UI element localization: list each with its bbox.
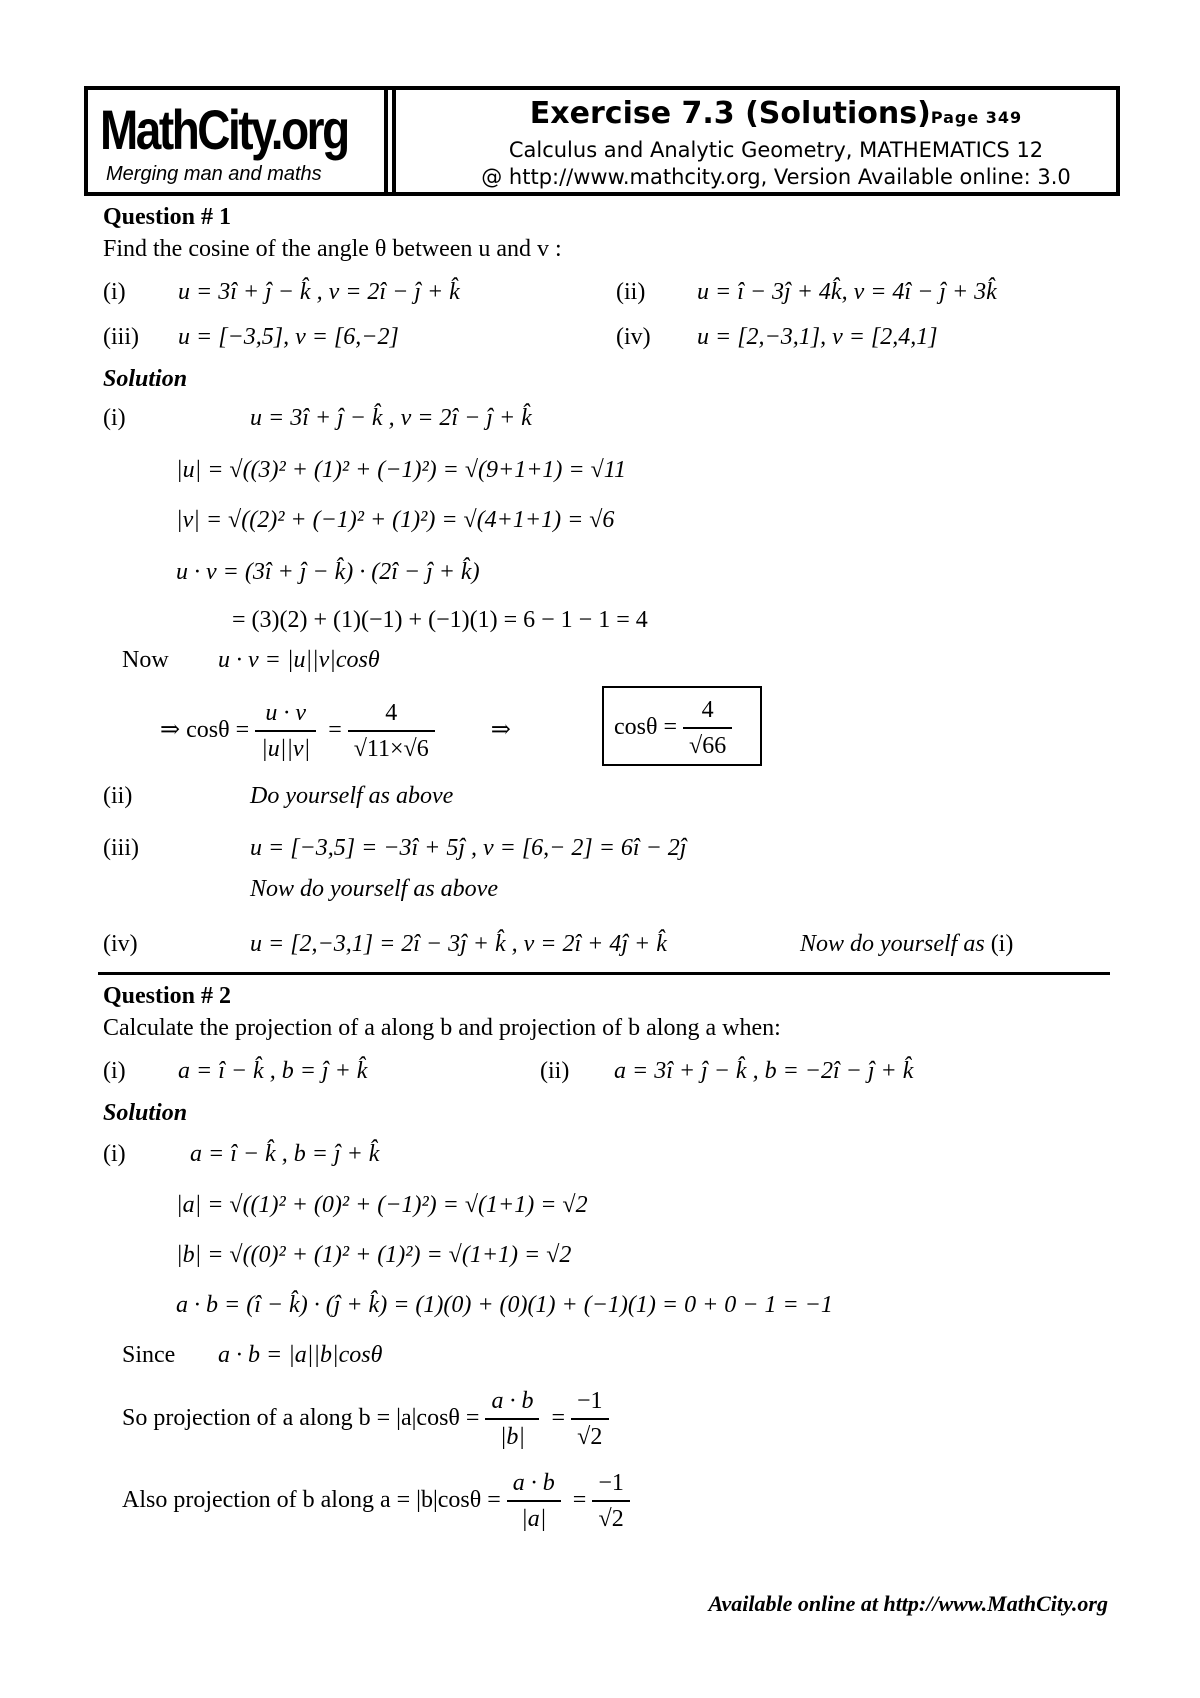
q2-proj-a-frac xyxy=(485,1384,539,1454)
q1-solution-heading: Solution xyxy=(103,366,188,392)
q1-sol-iv-expr: u = [2,−3,1] = 2î − 3ĵ + k̂ , v = 2î + 4ĵ + k̂ xyxy=(250,931,667,957)
q1-heading: Question # 1 xyxy=(103,204,232,230)
q1-part-i-expr: u = 3î + ĵ − k̂ , v = 2î − ĵ + k̂ xyxy=(178,279,460,305)
q2-proj-a-line xyxy=(122,1378,609,1458)
q1-cos-frac1 xyxy=(255,696,316,766)
q1-part-ii-label: (ii) xyxy=(616,279,646,305)
q2-proj-a-val-den: √2 xyxy=(577,1424,603,1451)
q1-part-i-label: (i) xyxy=(103,279,126,305)
q2-proj-b-val-den: √2 xyxy=(598,1506,624,1533)
q1-cos-frac2-den: √11×√6 xyxy=(353,736,429,763)
q1-cos-frac2 xyxy=(348,696,435,766)
q2-since-expr: a · b = |a||b|cosθ xyxy=(218,1342,383,1368)
q1-cos-frac1-num: u · v xyxy=(255,696,316,732)
q2-proj-b-text: Also projection of b along a = |b|cosθ = xyxy=(122,1487,501,1513)
q1-boxed-num: 4 xyxy=(683,693,732,729)
header-info xyxy=(392,90,1116,192)
q1-part-iv-expr: u = [2,−3,1], v = [2,4,1] xyxy=(697,324,938,350)
q2-part-ii-label: (ii) xyxy=(540,1058,570,1084)
q2-mag-b: |b| = √((0)² + (1)² + (1)²) = √(1+1) = √2 xyxy=(176,1242,572,1268)
q1-sol-i-label: (i) xyxy=(103,405,126,431)
q1-prompt: Find the cosine of the angle θ between u and v : xyxy=(103,236,562,262)
q2-part-ii-expr: a = 3î + ĵ − k̂ , b = −2î − ĵ + k̂ xyxy=(614,1058,914,1084)
q2-proj-b-num: a · b xyxy=(507,1466,561,1502)
q1-sol-iii-expr: u = [−3,5] = −3î + 5ĵ , v = [6,− 2] = 6î − 2ĵ xyxy=(250,835,687,861)
q1-cos-prefix: ⇒ cosθ = xyxy=(160,717,250,743)
q1-cos-frac1-den: |u||v| xyxy=(261,736,311,763)
q1-cos-eq: = xyxy=(328,717,342,743)
q1-sol-iv-note: Now do yourself as xyxy=(800,931,985,957)
brand-tagline: Merging man and maths xyxy=(106,163,322,185)
q2-proj-a-text: So projection of a along b = |a|cosθ = xyxy=(122,1405,480,1431)
q2-sol-i-label: (i) xyxy=(103,1141,126,1167)
brand-logo-text: MathCity.org xyxy=(100,98,348,161)
q1-boxed-content xyxy=(614,692,732,763)
q2-mag-a: |a| = √((1)² + (0)² + (−1)²) = √(1+1) = √2 xyxy=(176,1192,588,1218)
q1-part-iii-expr: u = [−3,5], v = [6,−2] xyxy=(178,324,399,350)
q1-sol-iii-label: (iii) xyxy=(103,835,139,861)
q2-proj-a-num: a · b xyxy=(485,1384,539,1420)
brand-block xyxy=(88,90,388,192)
q1-cos-frac2-num: 4 xyxy=(348,696,435,732)
q2-solution-heading: Solution xyxy=(103,1100,188,1126)
section-divider xyxy=(98,972,1110,975)
q1-sol-ii-label: (ii) xyxy=(103,783,133,809)
q1-boxed-answer xyxy=(602,686,762,766)
q2-dot: a · b = (î − k̂) · (ĵ + k̂) = (1)(0) + (0)(1) + (−1)(1) = 0 + 0 − 1 = −1 xyxy=(176,1292,833,1318)
q1-boxed-den: √66 xyxy=(689,733,727,760)
q1-cos-derivation xyxy=(160,690,511,770)
footer-link-text: Available online at http://www.MathCity.org xyxy=(708,1591,1108,1616)
q2-part-i-expr: a = î − k̂ , b = ĵ + k̂ xyxy=(178,1058,368,1084)
q1-mag-u: |u| = √((3)² + (1)² + (−1)²) = √(9+1+1) = √11 xyxy=(176,457,626,483)
q2-since-label: Since xyxy=(122,1342,176,1368)
q2-proj-a-val xyxy=(571,1384,609,1454)
q2-proj-b-frac xyxy=(507,1466,561,1536)
q1-mag-v: |v| = √((2)² + (−1)² + (1)²) = √(4+1+1) = √6 xyxy=(176,507,615,533)
q1-now-label: Now xyxy=(122,647,169,673)
q2-proj-b-val-num: −1 xyxy=(592,1466,630,1502)
q1-sol-iv-ref: (i) xyxy=(990,931,1014,957)
q2-proj-a-val-num: −1 xyxy=(571,1384,609,1420)
q1-dot-line2: = (3)(2) + (1)(−1) + (−1)(1) = 6 − 1 − 1 = 4 xyxy=(232,607,648,633)
q2-part-i-label: (i) xyxy=(103,1058,126,1084)
q1-sol-iv-label: (iv) xyxy=(103,931,138,957)
q2-sol-i-given: a = î − k̂ , b = ĵ + k̂ xyxy=(190,1141,380,1167)
q1-part-iv-label: (iv) xyxy=(616,324,651,350)
q1-now-expr: u · v = |u||v|cosθ xyxy=(218,647,380,673)
q1-sol-ii-text: Do yourself as above xyxy=(250,783,454,809)
exercise-title xyxy=(436,96,1116,136)
q2-proj-b-den: |a| xyxy=(521,1506,547,1533)
header-box xyxy=(84,86,1120,196)
q1-sol-iv-note-line xyxy=(800,929,1013,959)
book-subtitle: Calculus and Analytic Geometry, MATHEMATICS 12 xyxy=(508,138,1044,162)
q2-proj-b-val xyxy=(592,1466,630,1536)
q2-proj-a-den: |b| xyxy=(499,1424,526,1451)
q1-sol-iii-note: Now do yourself as above xyxy=(250,876,498,902)
q2-proj-b-line xyxy=(122,1460,630,1540)
version-url-line: @ http://www.mathcity.org, Version Available online: 3.0 xyxy=(481,165,1071,189)
q2-heading: Question # 2 xyxy=(103,983,232,1009)
q1-part-ii-expr: u = î − 3ĵ + 4k̂, v = 4î − ĵ + 3k̂ xyxy=(697,279,997,305)
q2-prompt: Calculate the projection of a along b and projection of b along a when: xyxy=(103,1015,781,1041)
q1-dot-line1: u · v = (3î + ĵ − k̂) · (2î − ĵ + k̂) xyxy=(176,559,480,585)
title-page-ref: Page 349 xyxy=(930,108,1023,127)
q1-boxed-prefix: cosθ = xyxy=(614,714,678,740)
q2-proj-a-eq: = xyxy=(551,1405,565,1431)
q1-cos-implies: ⇒ xyxy=(490,717,511,743)
q2-proj-b-eq: = xyxy=(572,1487,587,1513)
q1-boxed-frac xyxy=(683,693,732,763)
q1-sol-i-given: u = 3î + ĵ − k̂ , v = 2î − ĵ + k̂ xyxy=(250,405,532,431)
q1-part-iii-label: (iii) xyxy=(103,324,139,350)
title-text: Exercise 7.3 (Solutions) xyxy=(529,96,931,131)
